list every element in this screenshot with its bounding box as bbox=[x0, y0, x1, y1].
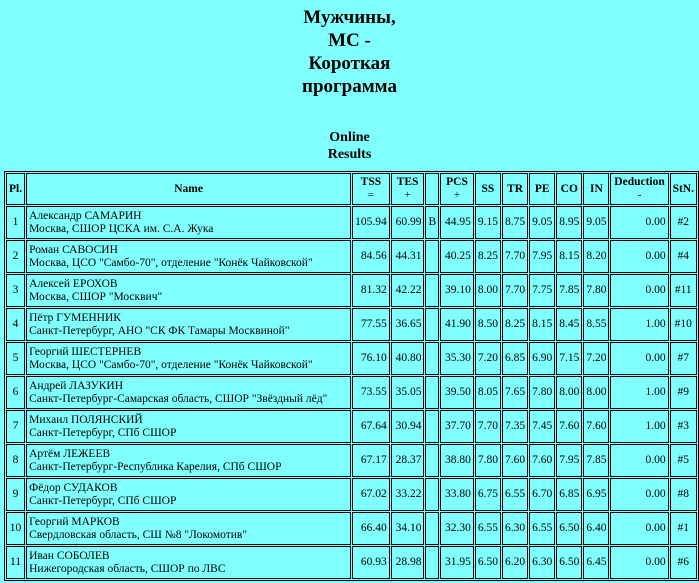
cell-tes: 60.99 bbox=[391, 206, 425, 239]
cell-pe: 7.45 bbox=[529, 410, 555, 443]
cell-co: 7.15 bbox=[556, 342, 582, 375]
cell-pcs: 39.10 bbox=[440, 274, 474, 307]
col-header-tes-sub: + bbox=[404, 189, 411, 201]
cell-pcs: 32.30 bbox=[440, 512, 474, 545]
cell-tes: 30.94 bbox=[391, 410, 425, 443]
cell-tr: 8.25 bbox=[502, 308, 528, 341]
table-row bbox=[6, 410, 697, 443]
cell-tss: 76.10 bbox=[352, 342, 390, 375]
cell-pe: 7.60 bbox=[529, 444, 555, 477]
cell-tss: 67.64 bbox=[352, 410, 390, 443]
cell-tr: 6.20 bbox=[502, 546, 528, 579]
cell-deduction: 0.00 bbox=[610, 274, 668, 307]
cell-pe: 7.75 bbox=[529, 274, 555, 307]
cell-skater bbox=[26, 546, 351, 579]
subtitle-line: Results bbox=[327, 147, 372, 162]
skater-name: Пётр ГУМЕННИК bbox=[29, 311, 121, 324]
cell-deduction: 0.00 bbox=[610, 342, 668, 375]
cell-tes: 34.10 bbox=[391, 512, 425, 545]
col-header-pe: PE bbox=[529, 173, 555, 205]
cell-tes: 36.65 bbox=[391, 308, 425, 341]
cell-tes: 40.80 bbox=[391, 342, 425, 375]
cell-tr: 7.70 bbox=[502, 240, 528, 273]
cell-co: 6.85 bbox=[556, 478, 582, 511]
page-title bbox=[0, 0, 699, 98]
cell-ss: 7.70 bbox=[475, 410, 501, 443]
cell-start-number: #4 bbox=[670, 240, 697, 273]
cell-ss: 6.75 bbox=[475, 478, 501, 511]
cell-skater bbox=[26, 274, 351, 307]
cell-in: 7.20 bbox=[583, 342, 609, 375]
cell-place: 2 bbox=[6, 240, 25, 273]
col-header-pcs-sub: + bbox=[453, 189, 461, 201]
cell-ss: 7.80 bbox=[475, 444, 501, 477]
cell-tr: 7.65 bbox=[502, 376, 528, 409]
cell-in: 8.55 bbox=[583, 308, 609, 341]
cell-tss: 81.32 bbox=[352, 274, 390, 307]
cell-tes: 28.37 bbox=[391, 444, 425, 477]
table-row bbox=[6, 206, 697, 239]
cell-pcs: 39.50 bbox=[440, 376, 474, 409]
cell-co: 8.15 bbox=[556, 240, 582, 273]
skater-name: Михаил ПОЛЯНСКИЙ bbox=[29, 413, 143, 426]
cell-mark bbox=[425, 376, 439, 409]
cell-pe: 6.70 bbox=[529, 478, 555, 511]
table-row bbox=[6, 512, 697, 545]
skater-club: Москва, ЦСО "Самбо-70", отделение "Конёк Чайковской" bbox=[29, 358, 313, 371]
cell-tss: 105.94 bbox=[352, 206, 390, 239]
cell-in: 6.40 bbox=[583, 512, 609, 545]
cell-in: 7.80 bbox=[583, 274, 609, 307]
cell-tes: 28.98 bbox=[391, 546, 425, 579]
col-header-mark bbox=[425, 173, 439, 205]
results-table bbox=[4, 171, 699, 581]
cell-place: 5 bbox=[6, 342, 25, 375]
cell-tr: 6.85 bbox=[502, 342, 528, 375]
cell-skater bbox=[26, 512, 351, 545]
cell-co: 7.85 bbox=[556, 274, 582, 307]
cell-start-number: #10 bbox=[670, 308, 697, 341]
cell-start-number: #9 bbox=[670, 376, 697, 409]
cell-deduction: 1.00 bbox=[610, 308, 668, 341]
cell-start-number: #11 bbox=[670, 274, 697, 307]
skater-club: Москва, СШОР "Москвич" bbox=[29, 290, 163, 303]
cell-place: 9 bbox=[6, 478, 25, 511]
col-header-tes-label: TES bbox=[396, 176, 419, 188]
col-header-deduction-sub: - bbox=[637, 189, 642, 201]
cell-in: 7.85 bbox=[583, 444, 609, 477]
skater-club: Санкт-Петербург-Республика Карелия, СПб СШОР bbox=[29, 460, 282, 473]
col-header-ss: SS bbox=[475, 173, 501, 205]
table-row bbox=[6, 376, 697, 409]
cell-ss: 8.25 bbox=[475, 240, 501, 273]
cell-ss: 9.15 bbox=[475, 206, 501, 239]
cell-tes: 44.31 bbox=[391, 240, 425, 273]
cell-tss: 66.40 bbox=[352, 512, 390, 545]
cell-start-number: #3 bbox=[670, 410, 697, 443]
skater-name: Георгий ШЕСТЕРНЕВ bbox=[29, 345, 142, 358]
cell-pcs: 44.95 bbox=[440, 206, 474, 239]
cell-place: 8 bbox=[6, 444, 25, 477]
cell-deduction: 0.00 bbox=[610, 240, 668, 273]
cell-co: 6.50 bbox=[556, 546, 582, 579]
cell-in: 6.45 bbox=[583, 546, 609, 579]
skater-club: Свердловская область, СШ №8 "Локомотив" bbox=[29, 528, 248, 541]
col-header-deduction-label: Deduction bbox=[614, 176, 665, 188]
skater-club: Нижегородская область, СШОР по ЛВС bbox=[29, 562, 226, 575]
cell-tss: 84.56 bbox=[352, 240, 390, 273]
skater-club: Санкт-Петербург, СПб СШОР bbox=[29, 426, 177, 439]
title-line: МС - bbox=[328, 30, 371, 51]
cell-start-number: #2 bbox=[670, 206, 697, 239]
cell-tr: 6.30 bbox=[502, 512, 528, 545]
cell-co: 8.45 bbox=[556, 308, 582, 341]
cell-deduction: 0.00 bbox=[610, 444, 668, 477]
cell-pe: 9.05 bbox=[529, 206, 555, 239]
cell-place: 10 bbox=[6, 512, 25, 545]
col-header-tes bbox=[391, 173, 425, 205]
cell-in: 9.05 bbox=[583, 206, 609, 239]
cell-in: 6.95 bbox=[583, 478, 609, 511]
cell-pcs: 40.25 bbox=[440, 240, 474, 273]
skater-name: Георгий МАРКОВ bbox=[29, 515, 120, 528]
cell-mark bbox=[425, 274, 439, 307]
table-row bbox=[6, 274, 697, 307]
cell-start-number: #1 bbox=[670, 512, 697, 545]
cell-pcs: 31.95 bbox=[440, 546, 474, 579]
skater-club: Москва, СШОР ЦСКА им. С.А. Жука bbox=[29, 222, 214, 235]
cell-deduction: 0.00 bbox=[610, 546, 668, 579]
cell-skater bbox=[26, 342, 351, 375]
header-row bbox=[6, 173, 697, 205]
cell-pcs: 37.70 bbox=[440, 410, 474, 443]
col-header-tr: TR bbox=[502, 173, 528, 205]
cell-tss: 67.02 bbox=[352, 478, 390, 511]
col-header-stn: StN. bbox=[670, 173, 697, 205]
skater-name: Андрей ЛАЗУКИН bbox=[29, 379, 124, 392]
cell-mark bbox=[425, 410, 439, 443]
cell-tss: 67.17 bbox=[352, 444, 390, 477]
cell-pe: 7.95 bbox=[529, 240, 555, 273]
col-header-pcs-label: PCS bbox=[446, 176, 468, 188]
cell-ss: 8.50 bbox=[475, 308, 501, 341]
cell-skater bbox=[26, 376, 351, 409]
cell-tss: 77.55 bbox=[352, 308, 390, 341]
cell-start-number: #6 bbox=[670, 546, 697, 579]
cell-pe: 6.90 bbox=[529, 342, 555, 375]
cell-deduction: 1.00 bbox=[610, 376, 668, 409]
cell-tes: 42.22 bbox=[391, 274, 425, 307]
cell-pe: 7.80 bbox=[529, 376, 555, 409]
cell-place: 11 bbox=[6, 546, 25, 579]
cell-pe: 6.55 bbox=[529, 512, 555, 545]
cell-place: 1 bbox=[6, 206, 25, 239]
cell-deduction: 0.00 bbox=[610, 206, 668, 239]
cell-mark bbox=[425, 308, 439, 341]
skater-name: Артём ЛЕЖЕЕВ bbox=[29, 447, 111, 460]
cell-tss: 60.93 bbox=[352, 546, 390, 579]
table-row bbox=[6, 478, 697, 511]
cell-pcs: 38.80 bbox=[440, 444, 474, 477]
cell-co: 7.95 bbox=[556, 444, 582, 477]
skater-name: Иван СОБОЛЕВ bbox=[29, 549, 110, 562]
table-row bbox=[6, 308, 697, 341]
table-row bbox=[6, 546, 697, 579]
cell-tes: 35.05 bbox=[391, 376, 425, 409]
skater-name: Александр САМАРИН bbox=[29, 209, 142, 222]
cell-place: 6 bbox=[6, 376, 25, 409]
cell-place: 4 bbox=[6, 308, 25, 341]
table-row bbox=[6, 342, 697, 375]
cell-tr: 8.75 bbox=[502, 206, 528, 239]
cell-tr: 7.60 bbox=[502, 444, 528, 477]
col-header-co: CO bbox=[556, 173, 582, 205]
cell-mark bbox=[425, 342, 439, 375]
cell-pe: 8.15 bbox=[529, 308, 555, 341]
cell-skater bbox=[26, 206, 351, 239]
cell-mark bbox=[425, 512, 439, 545]
col-header-pcs bbox=[440, 173, 474, 205]
skater-club: Санкт-Петербург-Самарская область, СШОР "Звёздный лёд" bbox=[29, 392, 328, 405]
cell-deduction: 0.00 bbox=[610, 478, 668, 511]
cell-in: 8.20 bbox=[583, 240, 609, 273]
skater-name: Алексей ЕРОХОВ bbox=[29, 277, 118, 290]
cell-co: 8.00 bbox=[556, 376, 582, 409]
cell-start-number: #5 bbox=[670, 444, 697, 477]
cell-pe: 6.30 bbox=[529, 546, 555, 579]
col-header-deduction bbox=[610, 173, 668, 205]
cell-tr: 7.35 bbox=[502, 410, 528, 443]
cell-place: 7 bbox=[6, 410, 25, 443]
cell-skater bbox=[26, 410, 351, 443]
table-row bbox=[6, 240, 697, 273]
cell-skater bbox=[26, 240, 351, 273]
skater-club: Москва, ЦСО "Самбо-70", отделение "Конёк Чайковской" bbox=[29, 256, 313, 269]
col-header-name: Name bbox=[26, 173, 351, 205]
cell-in: 8.00 bbox=[583, 376, 609, 409]
col-header-in: IN bbox=[583, 173, 609, 205]
cell-tes: 33.22 bbox=[391, 478, 425, 511]
title-line: программа bbox=[302, 76, 397, 97]
cell-mark bbox=[425, 546, 439, 579]
skater-club: Санкт-Петербург, АНО "СК ФК Тамары Москвиной" bbox=[29, 324, 290, 337]
title-line: Короткая bbox=[308, 53, 391, 74]
col-header-tss-sub: = bbox=[367, 189, 375, 201]
cell-start-number: #7 bbox=[670, 342, 697, 375]
table-row bbox=[6, 444, 697, 477]
cell-tss: 73.55 bbox=[352, 376, 390, 409]
cell-deduction: 0.00 bbox=[610, 512, 668, 545]
cell-tr: 6.55 bbox=[502, 478, 528, 511]
skater-name: Фёдор СУДАКОВ bbox=[29, 481, 118, 494]
cell-tr: 7.70 bbox=[502, 274, 528, 307]
cell-co: 7.60 bbox=[556, 410, 582, 443]
subtitle-line: Online bbox=[329, 130, 370, 145]
cell-mark bbox=[425, 478, 439, 511]
cell-skater bbox=[26, 478, 351, 511]
skater-club: Санкт-Петербург, СПб СШОР bbox=[29, 494, 177, 507]
cell-ss: 6.50 bbox=[475, 546, 501, 579]
cell-place: 3 bbox=[6, 274, 25, 307]
cell-ss: 8.05 bbox=[475, 376, 501, 409]
cell-ss: 8.00 bbox=[475, 274, 501, 307]
page-subtitle bbox=[0, 129, 699, 163]
title-line: Мужчины, bbox=[303, 7, 396, 28]
cell-mark: B bbox=[425, 206, 439, 239]
cell-deduction: 1.00 bbox=[610, 410, 668, 443]
cell-pcs: 33.80 bbox=[440, 478, 474, 511]
cell-pcs: 41.90 bbox=[440, 308, 474, 341]
cell-ss: 6.55 bbox=[475, 512, 501, 545]
col-header-tss-label: TSS bbox=[360, 176, 382, 188]
cell-mark bbox=[425, 444, 439, 477]
cell-pcs: 35.30 bbox=[440, 342, 474, 375]
cell-ss: 7.20 bbox=[475, 342, 501, 375]
cell-skater bbox=[26, 308, 351, 341]
cell-in: 7.60 bbox=[583, 410, 609, 443]
cell-skater bbox=[26, 444, 351, 477]
cell-co: 8.95 bbox=[556, 206, 582, 239]
col-header-tss bbox=[352, 173, 390, 205]
cell-co: 6.50 bbox=[556, 512, 582, 545]
cell-mark bbox=[425, 240, 439, 273]
col-header-pl: Pl. bbox=[6, 173, 25, 205]
cell-start-number: #8 bbox=[670, 478, 697, 511]
skater-name: Роман САВОСИН bbox=[29, 243, 118, 256]
